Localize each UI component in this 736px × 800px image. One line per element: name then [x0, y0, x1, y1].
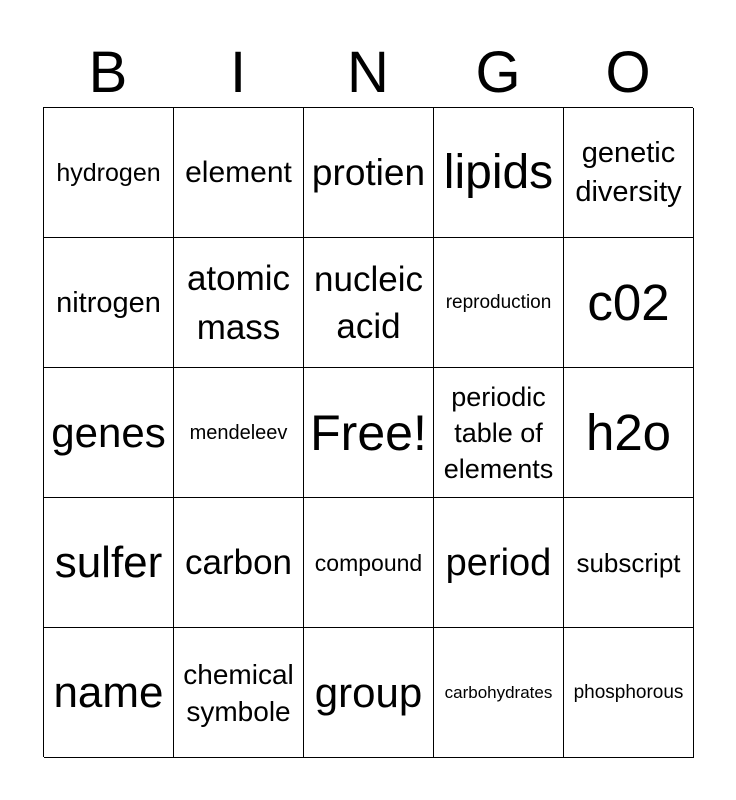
- cell-text: carbohydrates: [444, 682, 553, 702]
- cell-text: lipids: [443, 145, 554, 199]
- cell-text: compound: [314, 549, 423, 576]
- bingo-cell: [174, 238, 304, 368]
- bingo-cell: [44, 368, 174, 498]
- cell-text: atomic mass: [186, 258, 291, 347]
- header-letter-b: B: [88, 40, 128, 105]
- bingo-cell: [434, 628, 564, 758]
- cell-text: chemical symbole: [183, 658, 294, 727]
- bingo-cell: [304, 108, 434, 238]
- bingo-header: [43, 40, 693, 106]
- bingo-cell: [44, 238, 174, 368]
- bingo-cell: [174, 628, 304, 758]
- bingo-cell: [434, 368, 564, 498]
- cell-text: genetic diversity: [575, 136, 682, 208]
- cell-text: phosphorous: [573, 681, 684, 703]
- bingo-cell: [434, 108, 564, 238]
- cell-text: group: [314, 668, 423, 716]
- bingo-cell: [174, 108, 304, 238]
- cell-text: genes: [51, 408, 166, 456]
- bingo-cell: [304, 368, 434, 498]
- bingo-board: [43, 107, 693, 757]
- header-letter-o: O: [605, 40, 651, 105]
- bingo-cell: [44, 628, 174, 758]
- bingo-cell: [304, 628, 434, 758]
- header-letter-g: G: [475, 40, 521, 105]
- bingo-cell: [44, 108, 174, 238]
- bingo-cell: [304, 238, 434, 368]
- cell-text: c02: [587, 273, 670, 331]
- cell-text: nitrogen: [56, 286, 161, 319]
- cell-text: carbon: [184, 542, 293, 582]
- bingo-cell: [564, 238, 694, 368]
- bingo-cell: [44, 498, 174, 628]
- cell-text: protien: [311, 151, 426, 193]
- cell-text: sulfer: [54, 537, 163, 587]
- bingo-cell: [434, 498, 564, 628]
- cell-text: h2o: [585, 403, 672, 461]
- free-space: Free!: [310, 404, 427, 461]
- cell-text: period: [445, 541, 552, 584]
- header-letter-n: N: [347, 40, 389, 105]
- bingo-cell: [174, 368, 304, 498]
- header-letter-i: I: [229, 40, 247, 105]
- cell-text: periodic table of elements: [443, 381, 554, 484]
- bingo-cell: [174, 498, 304, 628]
- bingo-cell: [564, 368, 694, 498]
- cell-text: name: [53, 667, 164, 717]
- bingo-cell: [564, 628, 694, 758]
- bingo-cell: [564, 108, 694, 238]
- cell-text: nucleic acid: [314, 259, 423, 346]
- cell-text: hydrogen: [56, 158, 161, 187]
- bingo-cell: [564, 498, 694, 628]
- bingo-cell: [304, 498, 434, 628]
- cell-text: reproduction: [445, 291, 552, 313]
- cell-text: subscript: [576, 547, 681, 578]
- cell-text: element: [185, 155, 292, 189]
- bingo-cell: [434, 238, 564, 368]
- cell-text: mendeleev: [189, 421, 288, 444]
